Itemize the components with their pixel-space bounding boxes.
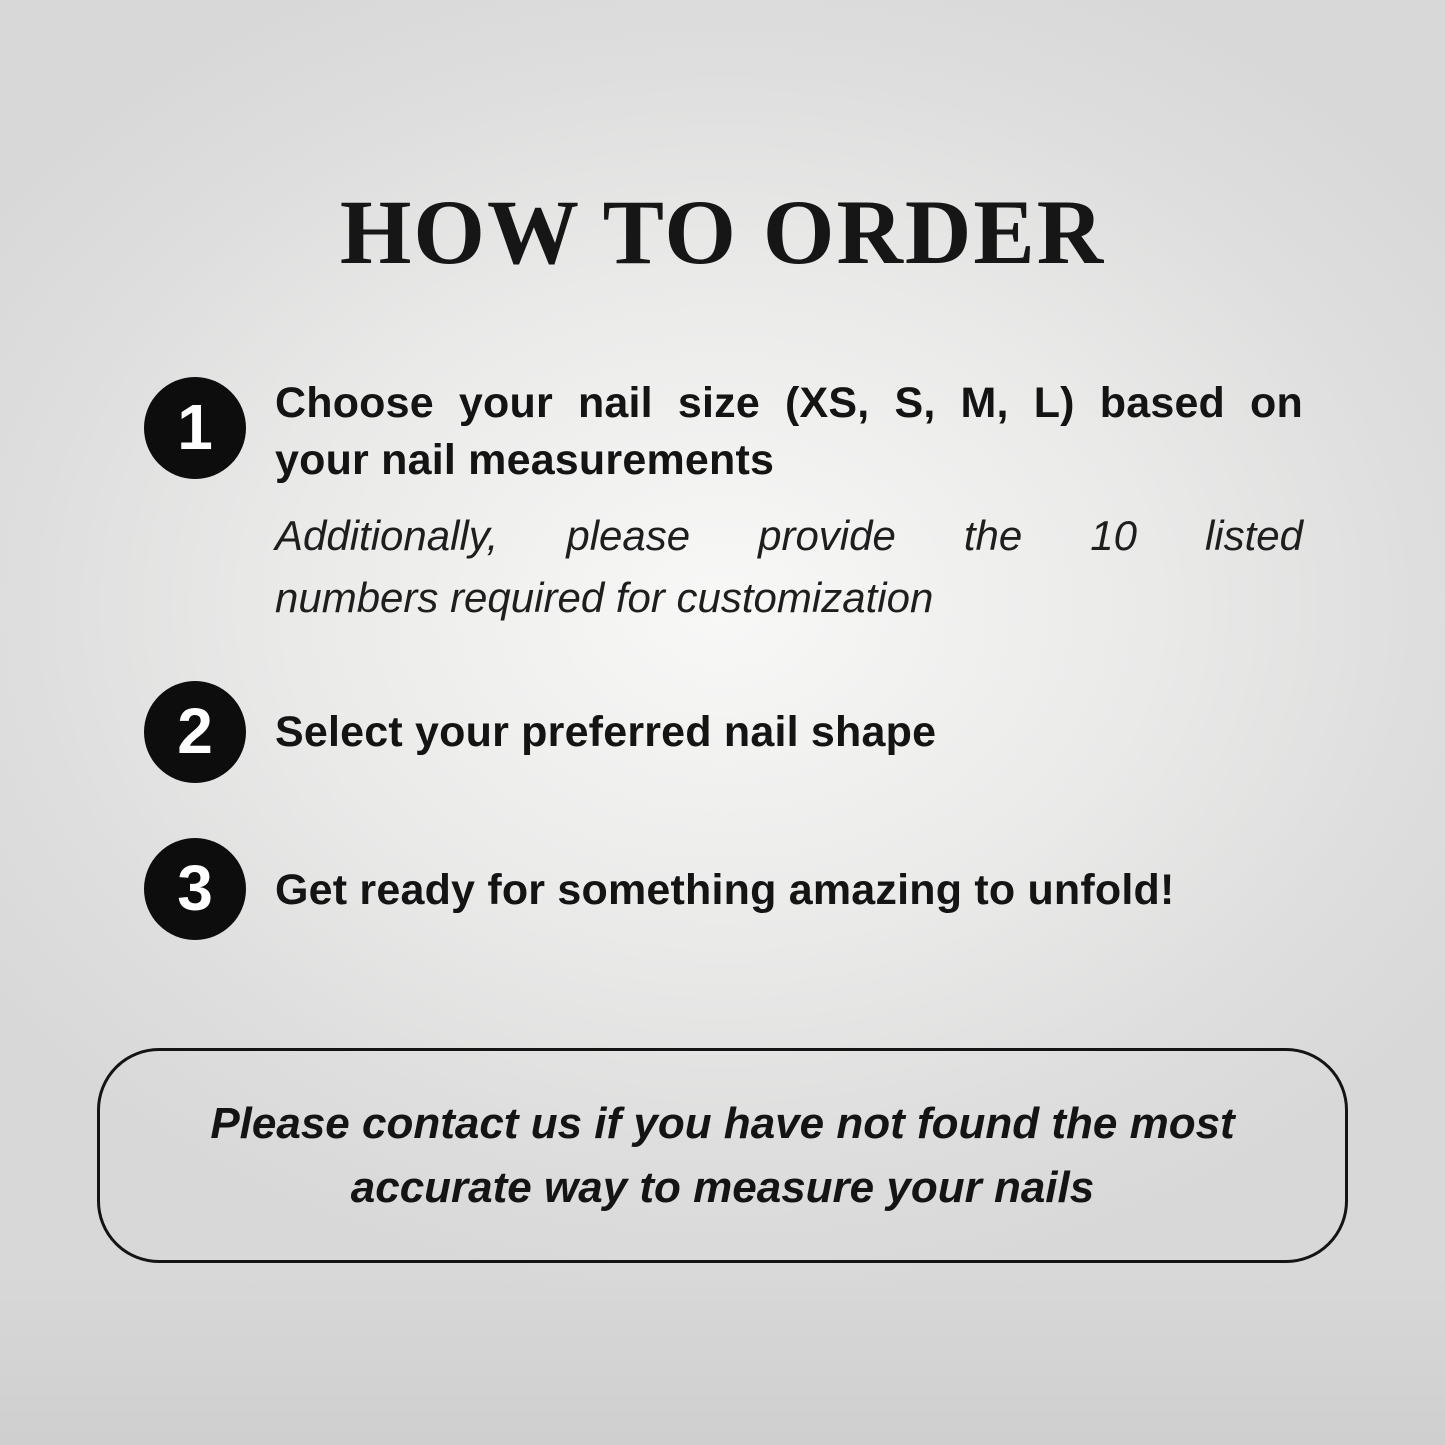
step-3-number-badge [144,838,246,940]
step-1-note-line1: Additionally, please provide the 10 listed [275,512,1303,559]
step-1-number-badge [144,377,246,479]
page-title: HOW TO ORDER [339,181,1106,283]
step-1-number: 1 [177,391,213,463]
step-2-number: 2 [177,695,213,767]
step-1-heading-line2: your nail measurements [275,436,775,484]
step-3-heading: Get ready for something amazing to unfold! [275,866,1175,914]
footer-contact-note-line2: accurate way to measure your nails [350,1162,1095,1212]
step-2-number-badge [144,681,246,783]
step-3-number: 3 [177,852,213,924]
footer-contact-note-line1: Please contact us if you have not found the most [210,1098,1235,1148]
step-1-note-line2: numbers required for customization [275,574,934,621]
footer-contact-note-box [97,1048,1348,1263]
step-1-heading [275,375,1303,489]
step-1-heading-line1: Choose your nail size (XS, S, M, L) based on [275,379,1303,427]
step-1-note [275,505,1303,629]
step-2-heading: Select your preferred nail shape [275,708,937,756]
